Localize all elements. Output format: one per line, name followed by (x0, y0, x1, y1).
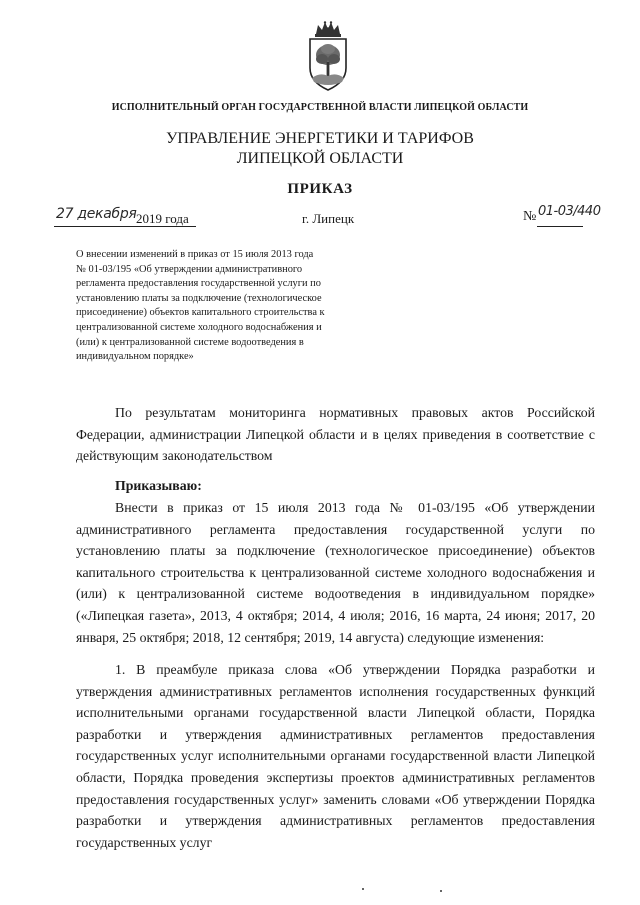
paragraph-item-1: 1. В преамбуле приказа слова «Об утверждении Порядка разработки и утверждения административных регламентов исполнения государственных функций исполнительными органами государственной власти Липецкой области, Порядка разработки и утверждения административных регламентов предоставления государственных услуг исполнительными органами государственной власти Липецкой области, Порядка проведения экспертизы проектов административных регламентов предоставления государственных услуг» заменить словами «Об утверждении Порядка разработки и утверждения административных регламентов предоставления государственных услуг (76, 662, 595, 850)
scan-speck (362, 888, 364, 890)
order-subject: О внесении изменений в приказ от 15 июля 2013 года № 01-03/195 «Об утверждении административного регламента предоставления государственной услуги по установлению платы за подключение (технологическое присоединение) объектов капитального строительства к централизованной системе холодного водоснабжения и (или) к централизованной системе водоотведения в индивидуальном порядке» (76, 249, 325, 363)
paragraph-amendment: Внести в приказ от 15 июля 2013 года № 01-03/195 «Об утверждении административного регламента предоставления государственной услуги по установлению платы за подключение (технологическое присоединение) объектов капитального строительства к централизованной системе холодного водоснабжения и (или) к централизованной системе водоотведения в индивидуальном порядке» («Липецкая газета», 2013, 4 октября; 2014, 4 июля; 2016, 16 марта, 24 июня; 2017, 20 января, 25 октября; 2018, 12 сентября; 2019, 14 августа) следующие изменения: (76, 500, 595, 645)
number-underline (537, 226, 583, 227)
date-underline (54, 226, 196, 227)
department-name-line1: УПРАВЛЕНИЕ ЭНЕРГЕТИКИ И ТАРИФОВ (166, 130, 474, 147)
handwritten-date: 27 декабря (56, 206, 137, 222)
handwritten-number: 01-03/440 (538, 204, 601, 219)
scan-speck (440, 890, 442, 892)
paragraph-preamble: По результатам мониторинга нормативных правовых актов Российской Федерации, администрации Липецкой области и в целях приведения в соответствие с действующим законодательством (76, 405, 595, 464)
date-year: 2019 года (136, 211, 189, 226)
ordering-label: Приказываю: (115, 478, 202, 493)
department-name (0, 129, 640, 169)
city-name: г. Липецк (302, 211, 355, 226)
document-type: ПРИКАЗ (287, 181, 353, 197)
number-sign: № (523, 209, 537, 224)
issuer-name: ИСПОЛНИТЕЛЬНЫЙ ОРГАН ГОСУДАРСТВЕННОЙ ВЛАСТИ ЛИПЕЦКОЙ ОБЛАСТИ (111, 102, 529, 113)
department-name-line2: ЛИПЕЦКОЙ ОБЛАСТИ (236, 150, 404, 167)
coat-of-arms-icon (304, 20, 352, 92)
